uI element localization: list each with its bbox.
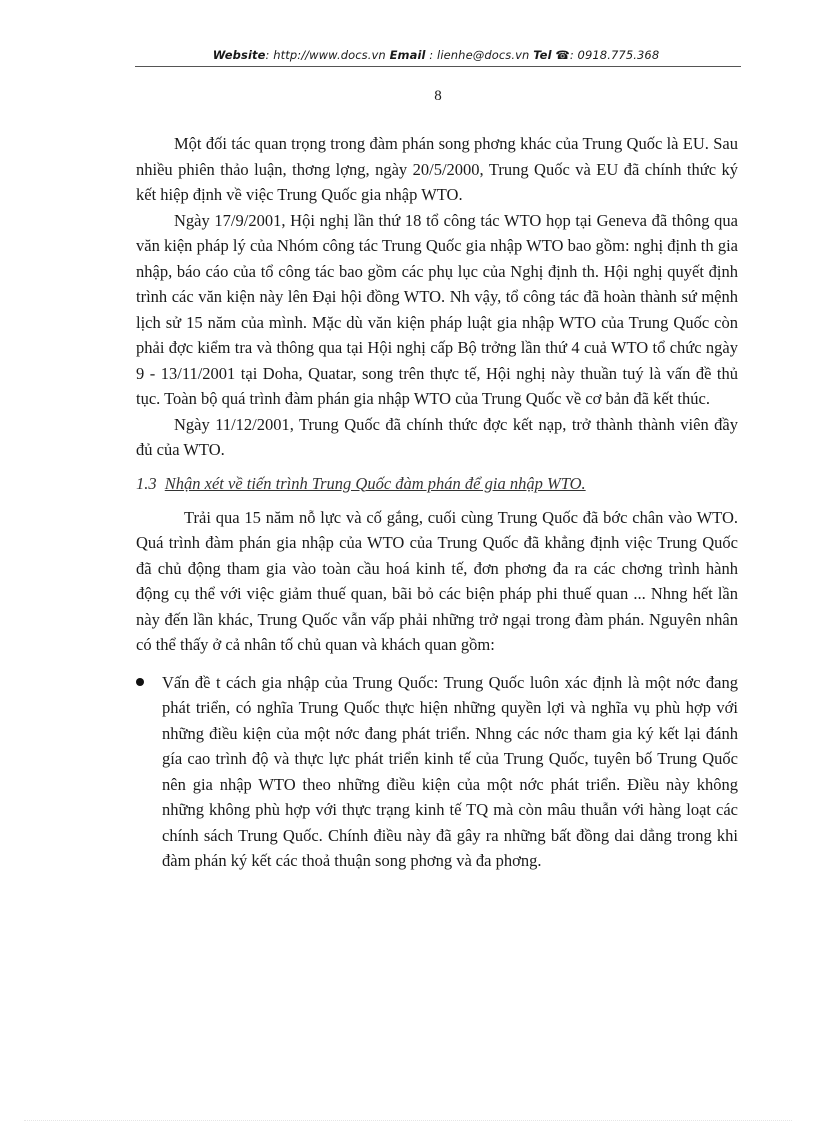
footer-dotted-line [24, 1120, 792, 1121]
paragraph: Một đối tác quan trọng trong đàm phán song phơng khác của Trung Quốc là EU. Sau nhiều phiên thảo luận, thơng lợng, ngày 20/5/2000, Trung Quốc và EU đã chính thức ký kết hiệp định về việc Trung Quốc gia nhập WTO. [136, 134, 738, 204]
bullet-item [136, 670, 738, 874]
section-number: 1.3 [136, 473, 157, 493]
page-number [0, 88, 816, 105]
tel-value: : 0918.775.368 [569, 48, 660, 62]
document-body [136, 131, 738, 874]
page-number-text: 8 [434, 88, 442, 104]
website-label: Website [212, 48, 266, 62]
email-label: Email [389, 48, 426, 62]
paragraph: Ngày 17/9/2001, Hội nghị lần thứ 18 tổ công tác WTO họp tại Geneva đã thông qua văn kiện pháp lý của Nhóm công tác Trung Quốc gia nhập WTO bao gồm: nghị định th gia nhập, báo cáo của tổ công tác bao gồm các phụ lục của Nghị định th. Hội nghị quyết định trình các văn kiện này lên Đại hội đồng WTO. Nh vậy, tổ công tác đã hoàn thành sứ mệnh lịch sử 15 năm của mình. Mặc dù văn kiện pháp luật gia nhập WTO của Trung Quốc còn phải đợc kiểm tra và thông qua tại Hội nghị cấp Bộ trởng lần thứ 4 cuả WTO tổ chức ngày 9 - 13/11/2001 tại Doha, Quatar, song trên thực tế, Hội nghị này thuần tuý là vấn đề thủ tục. Toàn bộ quá trình đàm phán gia nhập WTO của Trung Quốc về cơ bản đã kết thúc. [136, 210, 738, 408]
website-value: : http://www.docs.vn [265, 48, 390, 62]
tel-label: Tel [533, 48, 552, 62]
header-divider [135, 66, 741, 67]
bullet-icon [136, 678, 144, 686]
page-header [130, 48, 742, 62]
email-value: : lienhe@docs.vn [425, 48, 534, 62]
phone-icon: ☎ [555, 48, 570, 62]
section-title: Nhận xét về tiến trình Trung Quốc đàm phán để gia nhập WTO. [164, 473, 586, 493]
paragraph: Ngày 11/12/2001, Trung Quốc đã chính thức đợc kết nạp, trở thành thành viên đầy đủ của WTO. [136, 414, 738, 459]
bullet-text: Vấn đề t cách gia nhập của Trung Quốc: Trung Quốc luôn xác định là một nớc đang phát triển, có nghĩa Trung Quốc thực hiện những quyền lợi và nghĩa vụ phù hợp với những điều kiện của một nớc đang phát triển. Nhng các nớc tham gia ký kết lại đánh gía cao trình độ và thực lực phát triển kinh tế của Trung Quốc, tuyên bố Trung Quốc nên gia nhập WTO theo những điều kiện của một nớc phát triển. Điều này không những không phù hợp với thực trạng kinh tế TQ mà còn mâu thuẫn với hàng loạt các chính sách Trung Quốc. Chính điều này đã gây ra những bất đồng dai dẳng trong khi đàm phán ký kết các thoả thuận song phơng và đa phơng. [162, 672, 738, 870]
section-heading [136, 471, 738, 497]
section-paragraph: Trải qua 15 năm nỗ lực và cố gắng, cuối cùng Trung Quốc đã bớc chân vào WTO. Quá trình đàm phán gia nhập của WTO của Trung Quốc đã khẳng định việc Trung Quốc đã chủ động tham gia vào toàn cầu hoá kinh tế, đơn phơng đa ra các chơng trình hành động cụ thể với việc giảm thuế quan, bãi bỏ các biện pháp phi thuế quan ... Nhng hết lần này đến lần khác, Trung Quốc vẫn vấp phải những trở ngại trong đàm phán. Nguyên nhân có thể thấy ở cả nhân tố chủ quan và khách quan gồm: [136, 507, 738, 654]
bullet-list [136, 670, 738, 874]
